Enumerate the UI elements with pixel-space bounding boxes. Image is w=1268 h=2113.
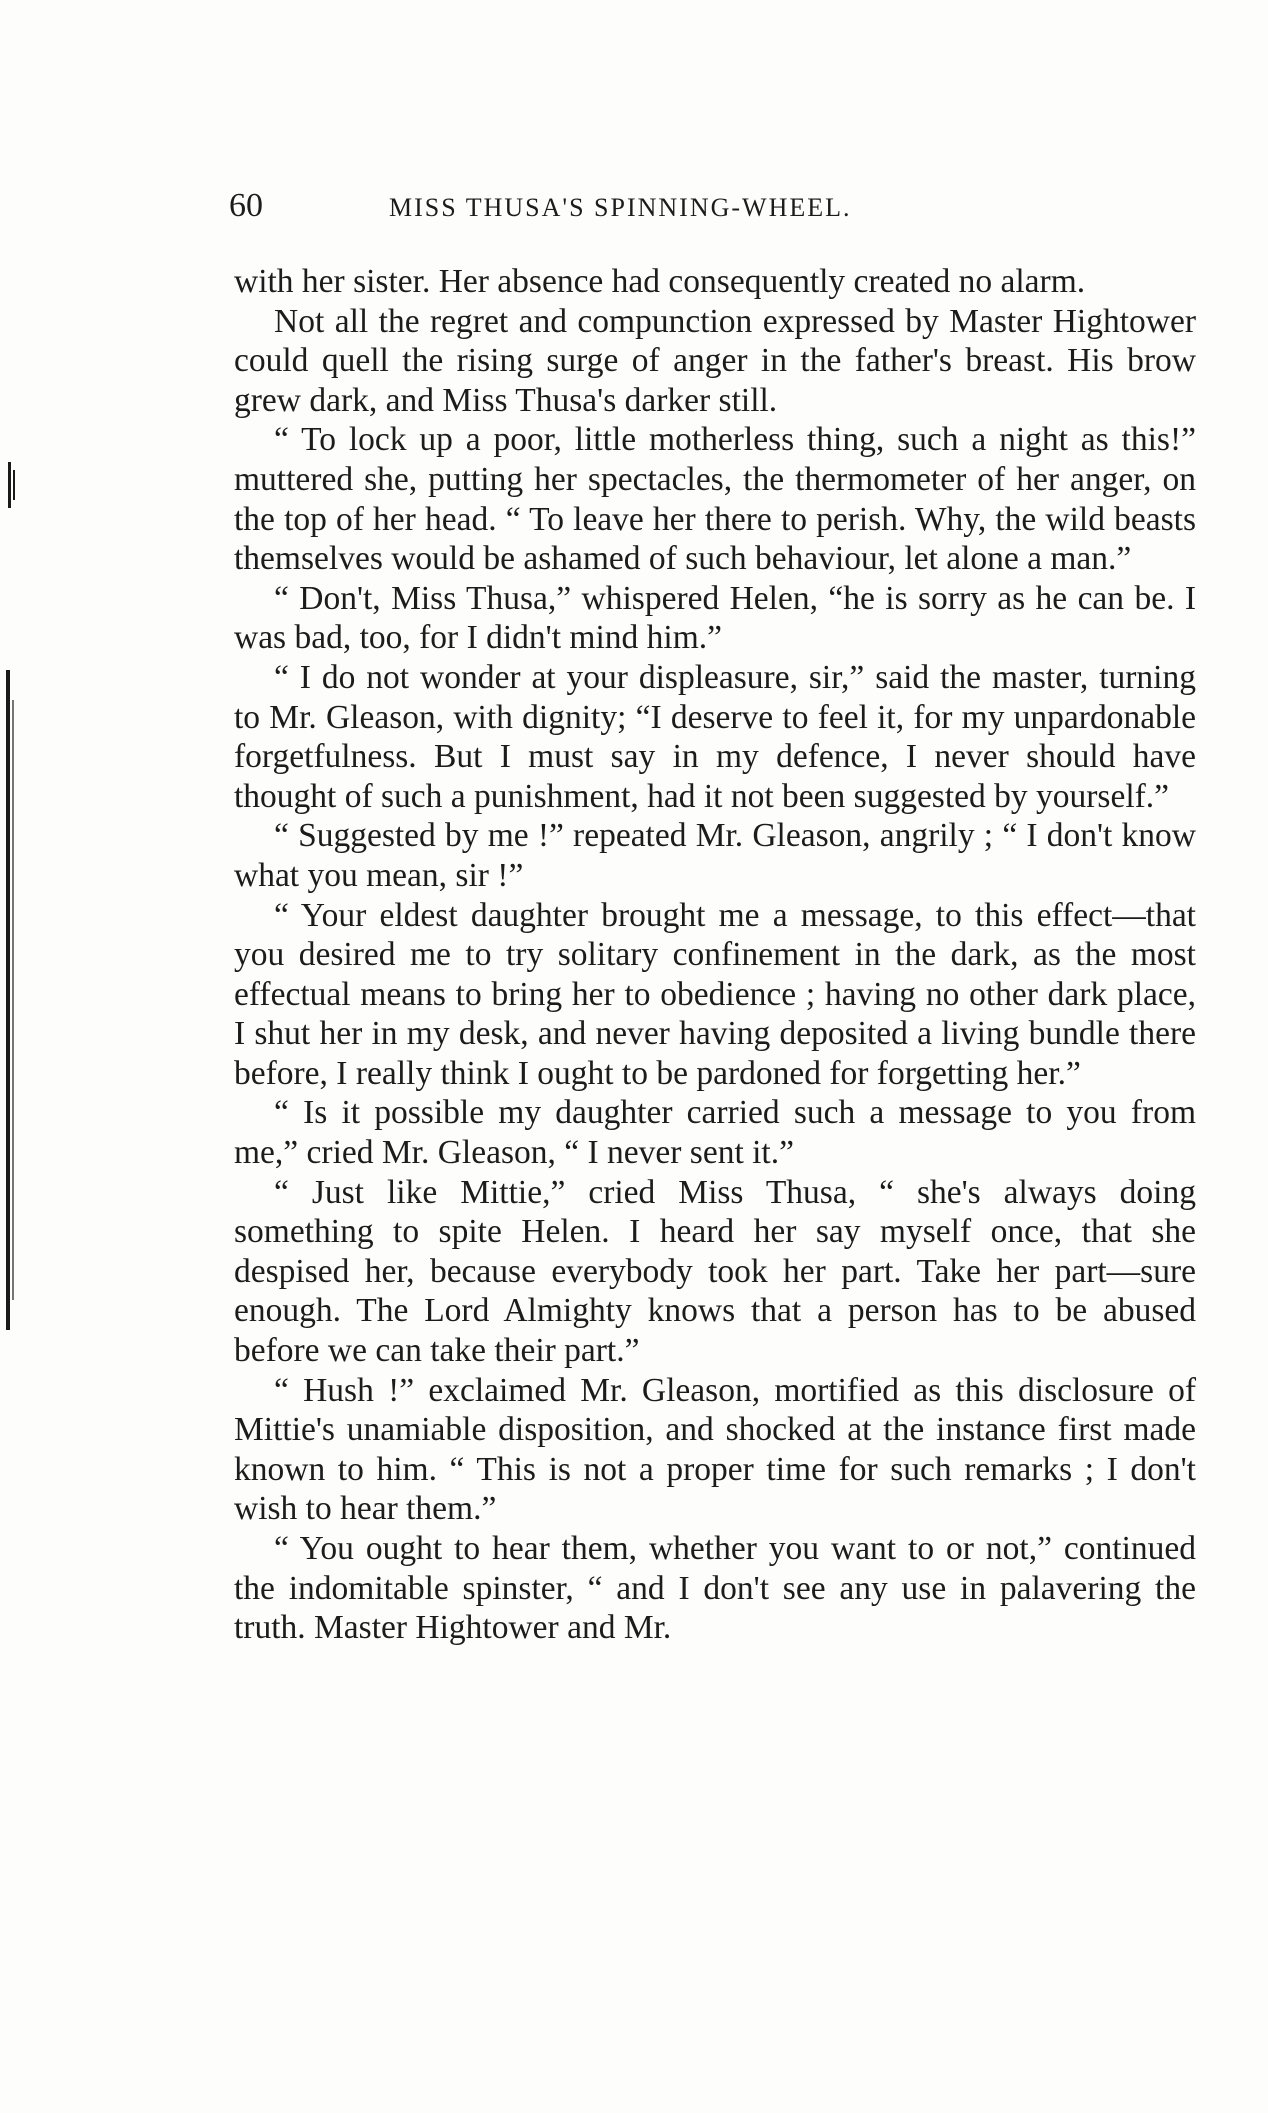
paragraph: with her sister. Her absence had consequently created no alarm. xyxy=(234,263,1086,300)
paragraph: Not all the regret and compunction expressed by Master Hightower could quell the rising surge of anger in the father's breast. His brow grew dark, and Miss Thusa's darker still. xyxy=(234,302,1196,419)
body-text xyxy=(234,262,1196,1648)
scan-edge-mark xyxy=(6,670,10,1330)
paragraph: “ Suggested by me !” repeated Mr. Gleason, angrily ; “ I don't know what you mean, sir !” xyxy=(234,817,1196,894)
paragraph: “ Don't, Miss Thusa,” whispered Helen, “he is sorry as he can be. I was bad, too, for I didn't mind him.” xyxy=(234,579,1196,657)
paragraph: “ Is it possible my daughter carried such a message to you from me,” cried Mr. Gleason, “ I never sent it.” xyxy=(234,1094,1196,1172)
paragraph: “ You ought to hear them, whether you want to or not,” continued the indomitable spinster, “ and I don't see any use in palavering the truth. Master Hightower and Mr. xyxy=(234,1530,1196,1647)
paragraph: “ To lock up a poor, little motherless thing, such a night as this!” muttered she, putting her spectacles, the thermometer of her anger, on the top of her head. “ To leave her there to perish. Why, the wild beasts themselves would be ashamed of such behaviour, let alone a man.” xyxy=(234,421,1196,578)
running-title: MISS THUSA'S SPINNING-WHEEL. xyxy=(389,193,852,222)
paragraph: “ Just like Mittie,” cried Miss Thusa, “ she's always doing something to spite Helen. I heard her say myself once, that she despised her, because everybody took her part. Take her part—sure enough. The Lord Almighty knows that a person has to be abused before we can take their part.” xyxy=(234,1173,1196,1370)
paragraph: “ Your eldest daughter brought me a message, to this effect—that you desired me to try solitary confinement in the dark, as the most effectual means to bring her to obedience ; having no other dark place, I shut her in my desk, and never having deposited a living bundle there before, I really think I ought to be pardoned for forgetting her.” xyxy=(234,896,1196,1092)
paragraph: “ I do not wonder at your displeasure, sir,” said the master, turning to Mr. Gleason, with dignity; “I deserve to feel it, for my unpardonable forgetfulness. But I must say in my defence, I never should have thought of such a punishment, had it not been suggested by yourself.” xyxy=(234,658,1196,815)
page-number: 60 xyxy=(229,187,263,224)
running-head xyxy=(229,186,1189,226)
scan-edge-mark xyxy=(8,462,11,508)
scan-edge-mark xyxy=(12,700,14,1300)
paragraph: “ Hush !” exclaimed Mr. Gleason, mortified as this disclosure of Mittie's unamiable disposition, and shocked at the instance first made known to him. “ This is not a proper time for such remarks ; I don't wish to hear them.” xyxy=(234,1371,1196,1528)
scan-edge-mark xyxy=(13,470,15,500)
